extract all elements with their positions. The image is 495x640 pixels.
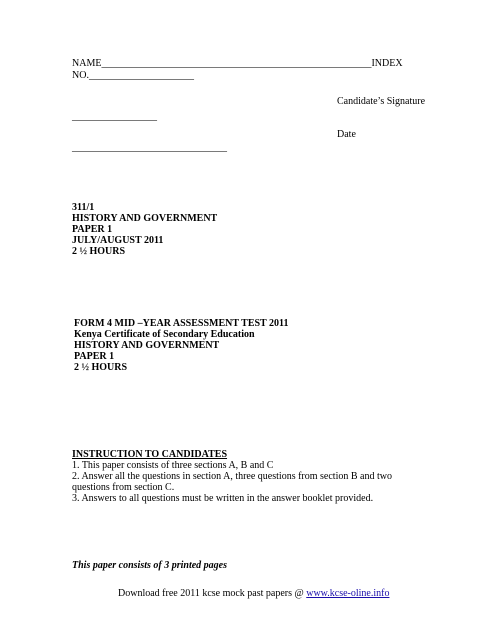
exam-paper: PAPER 1 xyxy=(74,351,115,362)
instruction-line: questions from section C. xyxy=(72,482,175,493)
exam-board: Kenya Certificate of Secondary Education xyxy=(74,329,255,340)
instruction-line: 3. Answers to all questions must be written in the answer booklet provided. xyxy=(72,493,374,504)
paper-duration: 2 ½ HOURS xyxy=(72,246,126,257)
paper-code: 311/1 xyxy=(72,202,95,213)
signature-blank: _________________ xyxy=(72,111,157,122)
exam-title-block xyxy=(74,318,289,373)
date-label: Date xyxy=(337,129,356,140)
exam-title: FORM 4 MID –YEAR ASSESSMENT TEST 2011 xyxy=(74,318,289,329)
exam-subject: HISTORY AND GOVERNMENT xyxy=(74,340,220,351)
signature-label: Candidate’s Signature xyxy=(337,96,426,107)
footer-link[interactable]: www.kcse-oline.info xyxy=(306,588,390,599)
instruction-line: 1. This paper consists of three sections A, B and C xyxy=(72,460,274,471)
index-number-line: NO._____________________ xyxy=(72,70,194,81)
paper-number: PAPER 1 xyxy=(72,224,113,235)
instructions-heading: INSTRUCTION TO CANDIDATES xyxy=(72,449,228,460)
footer-text: Download free 2011 kcse mock past papers @ xyxy=(118,588,307,599)
paper-info-block xyxy=(72,202,217,257)
paper-date: JULY/AUGUST 2011 xyxy=(72,235,164,246)
footer xyxy=(118,588,389,599)
instructions-block xyxy=(72,449,392,504)
instruction-line: 2. Answer all the questions in section A, three questions from section B and two xyxy=(72,471,392,482)
exam-duration: 2 ½ HOURS xyxy=(74,362,128,373)
date-blank: _______________________________ xyxy=(72,142,227,153)
page-count-note: This paper consists of 3 printed pages xyxy=(72,560,228,571)
name-index-line: NAME______________________________________________________INDEX xyxy=(72,58,403,69)
paper-subject: HISTORY AND GOVERNMENT xyxy=(72,213,218,224)
